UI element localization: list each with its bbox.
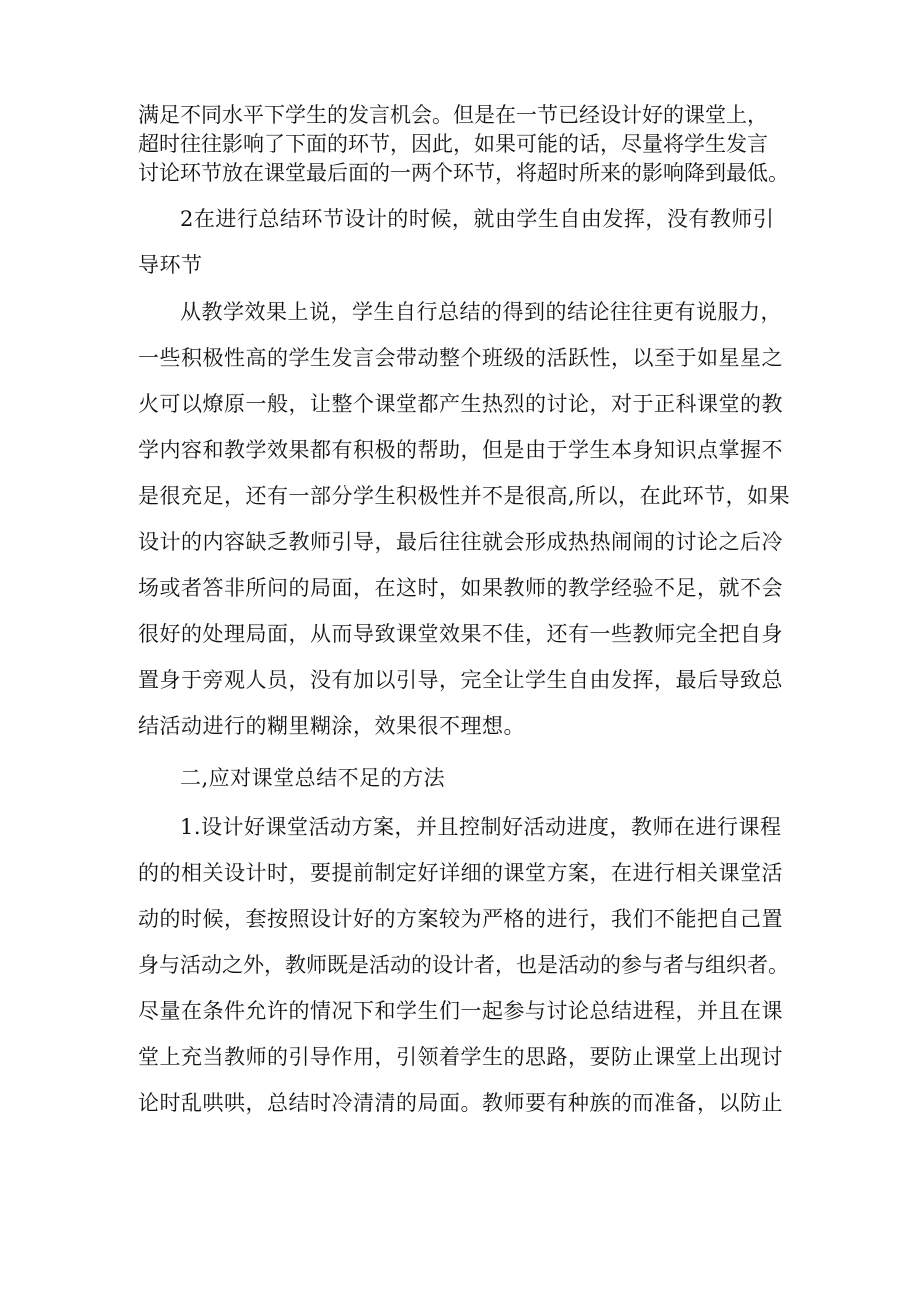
paragraph-line: 是很充足，还有一部分学生积极性并不是很高,所以，在此环节，如果 [138, 484, 791, 508]
paragraph-line: 一些积极性高的学生发言会带动整个班级的活跃性，以至于如星星之 [138, 346, 783, 370]
section-heading-line: 导环节 [138, 253, 203, 277]
paragraph-line: 超时往往影响了下面的环节，因此，如果可能的话，尽量将学生发言 [138, 132, 768, 156]
paragraph-line: 置身于旁观人员，没有加以引导，完全让学生自由发挥，最后导致总 [138, 668, 783, 692]
paragraph-line: 1.设计好课堂活动方案，并且控制好活动进度，教师在进行课程 [180, 815, 782, 839]
paragraph-line: 讨论环节放在课堂最后面的一两个环节，将超时所来的影响降到最低。 [138, 161, 789, 185]
paragraph-line: 的的相关设计时，要提前制定好详细的课堂方案，在进行相关课堂活 [138, 861, 783, 885]
paragraph-line: 论时乱哄哄，总结时冷清清的局面。教师要有种族的而准备，以防止 [138, 1091, 783, 1115]
paragraph-line: 身与活动之外，教师既是活动的设计者，也是活动的参与者与组织者。 [138, 953, 789, 977]
paragraph-line: 堂上充当教师的引导作用，引领着学生的思路，要防止课堂上出现讨 [138, 1045, 783, 1069]
section-heading-line: 2在进行总结环节设计的时候，就由学生自由发挥，没有教师引 [180, 207, 775, 231]
paragraph-line: 很好的处理局面，从而导致课堂效果不佳，还有一些教师完全把自身 [138, 622, 783, 646]
paragraph-line: 设计的内容缺乏教师引导，最后往往就会形成热热闹闹的讨论之后冷 [138, 530, 783, 554]
paragraph-line: 火可以燎原一般，让整个课堂都产生热烈的讨论，对于正科课堂的教 [138, 392, 783, 416]
section-heading: 二,应对课堂总结不足的方法 [180, 766, 446, 790]
paragraph-line: 从教学效果上说，学生自行总结的得到的结论往往更有说服力， [180, 300, 782, 324]
paragraph-line: 学内容和教学效果都有积极的帮助，但是由于学生本身知识点掌握不 [138, 438, 783, 462]
paragraph-line: 场或者答非所问的局面，在这时，如果教师的教学经验不足，就不会 [138, 576, 783, 600]
paragraph-line: 尽量在条件允许的情况下和学生们一起参与讨论总结进程，并且在课 [138, 999, 783, 1023]
paragraph-line: 结活动进行的糊里糊涂，效果很不理想。 [138, 714, 525, 738]
paragraph-line: 动的时候，套按照设计好的方案较为严格的进行，我们不能把自己置 [138, 907, 783, 931]
paragraph-line: 满足不同水平下学生的发言机会。但是在一节已经设计好的课堂上， [138, 103, 768, 127]
